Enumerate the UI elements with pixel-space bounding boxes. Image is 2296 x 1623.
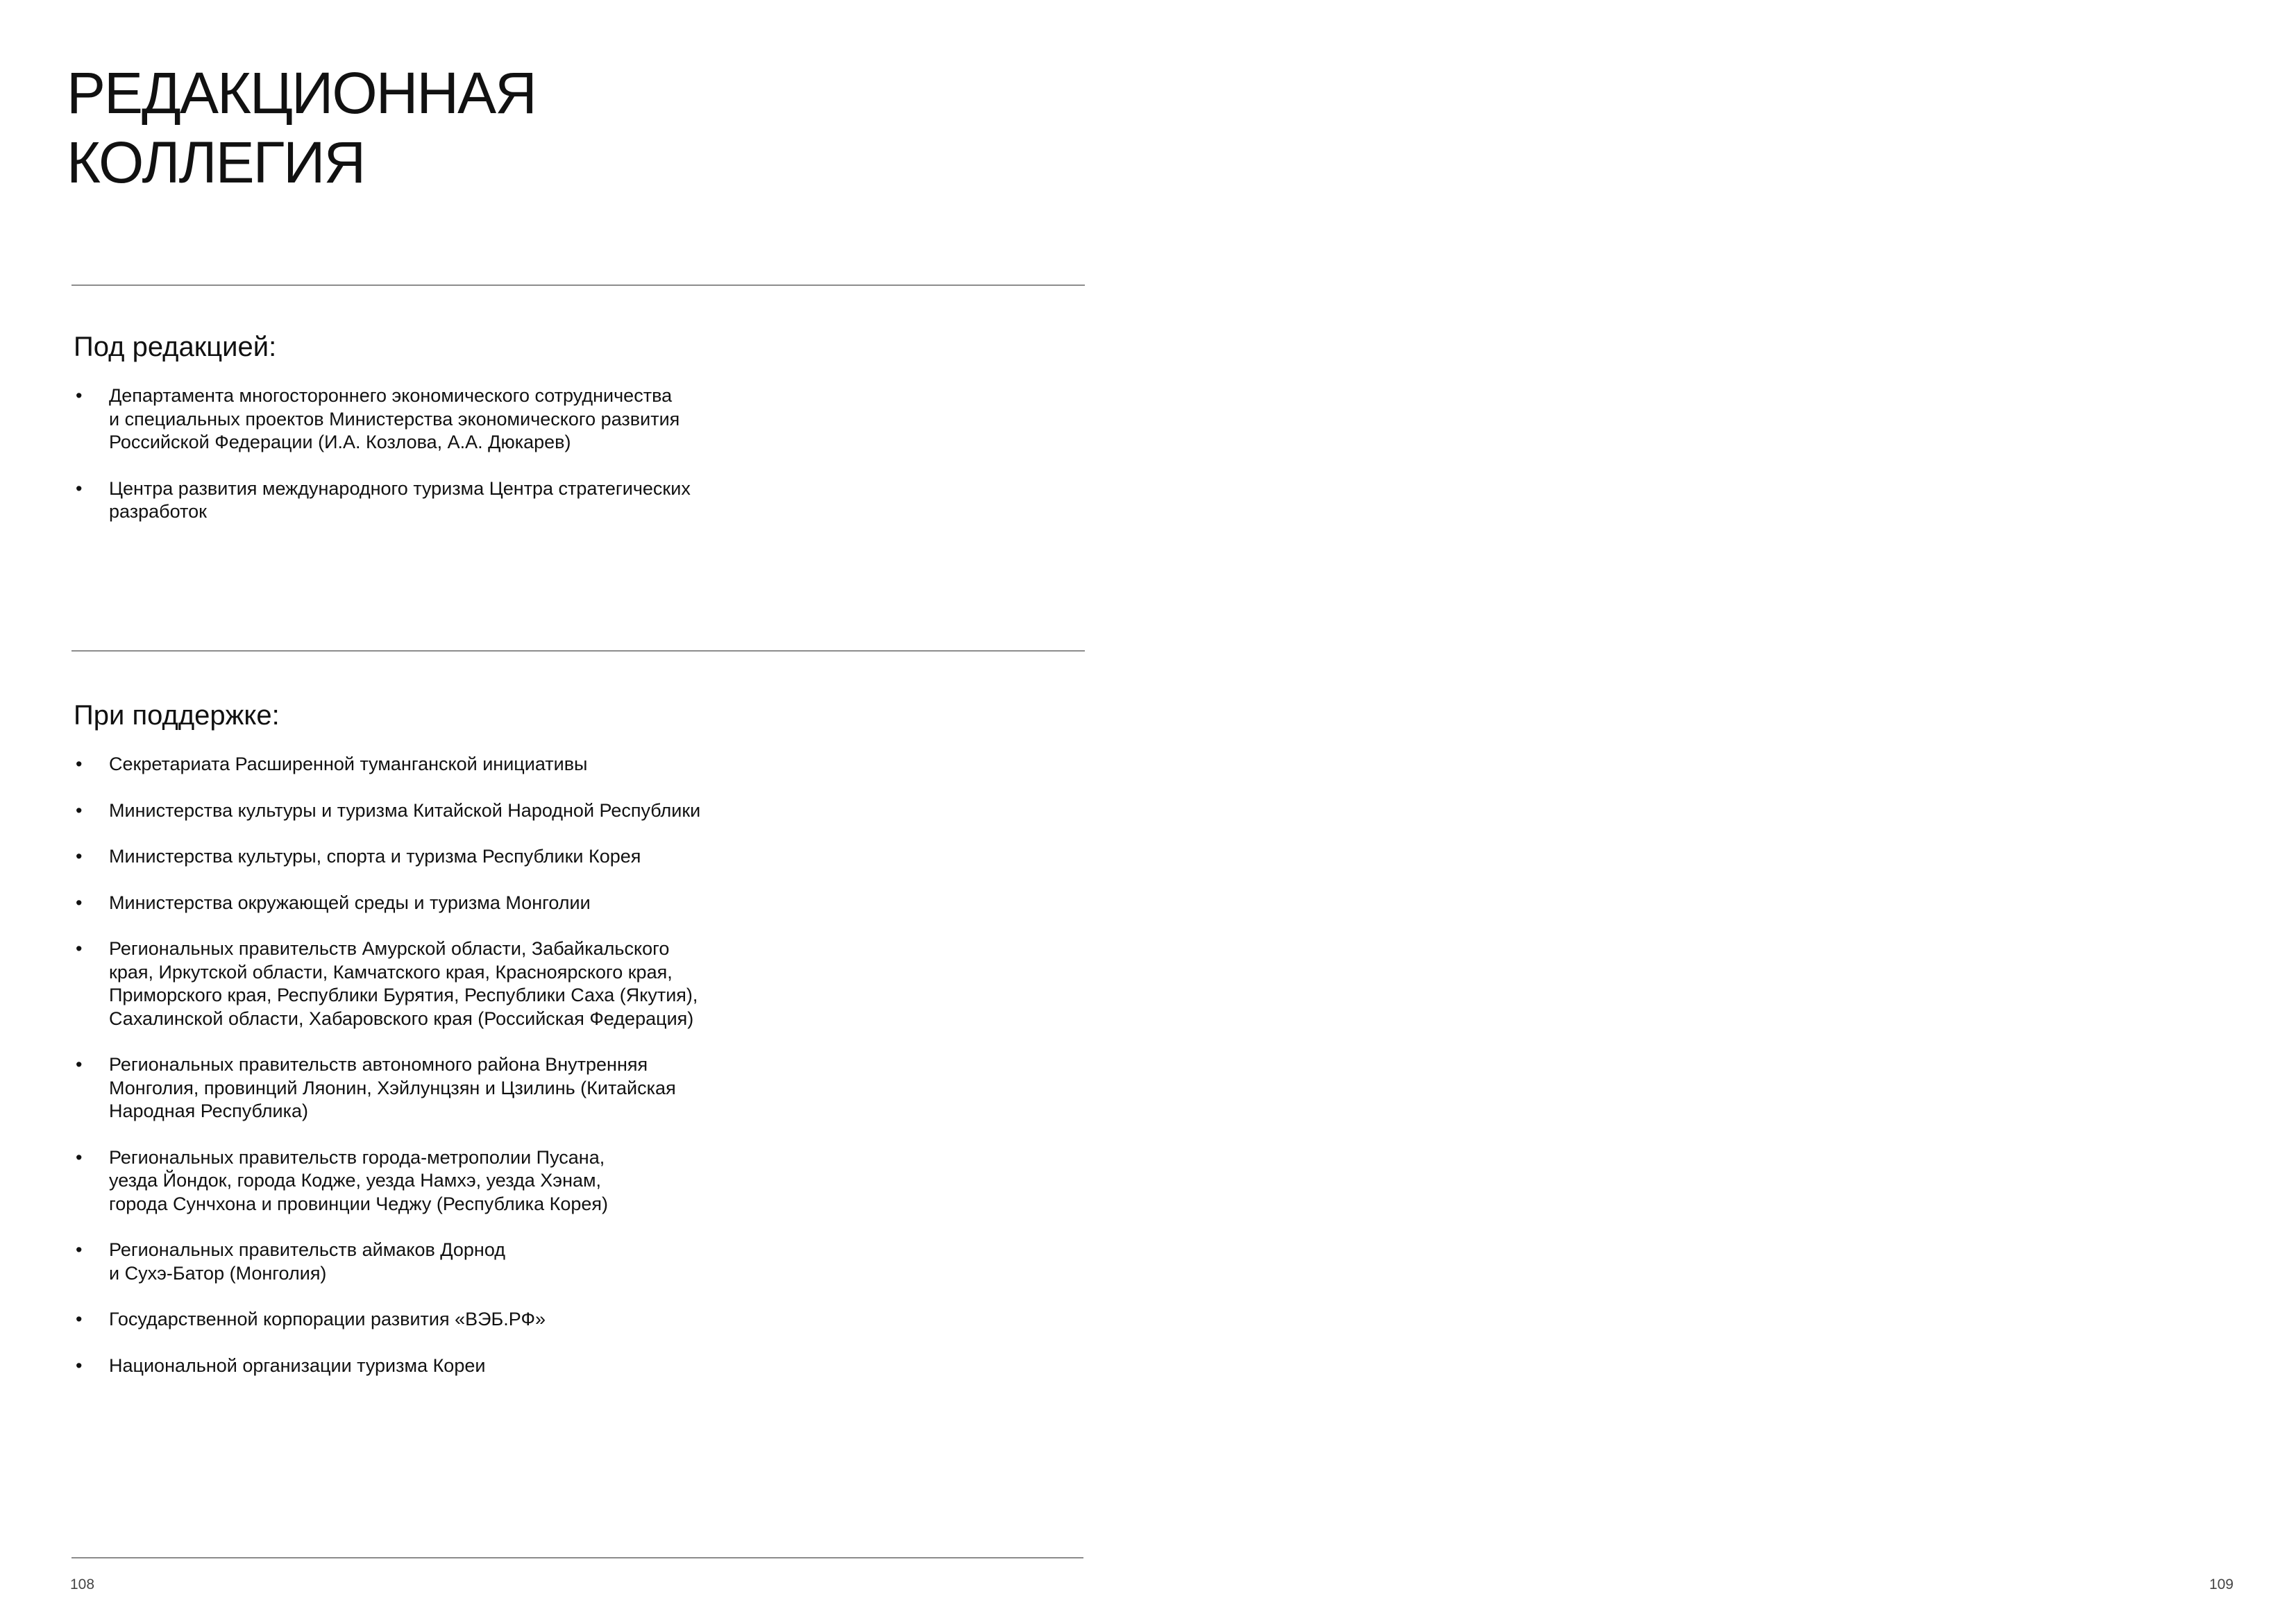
editors-heading: Под редакцией: [74, 332, 277, 362]
bullet-icon: • [76, 938, 83, 959]
bullet-icon: • [76, 892, 83, 913]
bullet-icon: • [76, 799, 83, 821]
bottom-divider [71, 1557, 1083, 1558]
list-item [74, 1146, 837, 1216]
list-item [74, 845, 837, 869]
list-item-text: Региональных правительств аймаков Дорнод и Сухэ-Батор (Монголия) [109, 1239, 506, 1284]
bullet-icon: • [76, 1146, 83, 1168]
bullet-icon: • [76, 846, 83, 867]
list-item [74, 753, 837, 776]
page-number-right: 109 [2209, 1577, 2234, 1592]
list-item-text: Национальной организации туризма Кореи [109, 1354, 486, 1376]
list-item-text: Региональных правительств автономного района Внутренняя Монголия, провинций Ляонин, Хэйлунцзян и Цзилинь (Китайская Народная Республика) [109, 1054, 676, 1121]
list-item-text: Государственной корпорации развития «ВЭБ.РФ» [109, 1309, 546, 1329]
middle-divider [71, 650, 1085, 652]
list-item-text: Министерства культуры, спорта и туризма Республики Корея [109, 846, 641, 867]
bullet-icon: • [76, 1354, 83, 1376]
list-item [74, 1053, 837, 1123]
bullet-icon: • [76, 1239, 83, 1260]
list-item-text: Департамента многостороннего экономического сотрудничества и специальных проектов Министерства экономического развития Российской Федерации (И.А. Козлова, А.А. Дюкарев) [109, 385, 680, 452]
editors-list [74, 384, 837, 547]
list-item [74, 1308, 837, 1332]
bullet-icon: • [76, 754, 83, 774]
list-item-text: Министерства культуры и туризма Китайской Народной Республики [109, 799, 701, 821]
list-item-text: Секретариата Расширенной туманганской инициативы [109, 754, 588, 774]
page-title-line-2: КОЛЛЕГИЯ [67, 130, 365, 195]
list-item [74, 1354, 837, 1378]
list-item-text: Центра развития международного туризма Центра стратегических разработок [109, 477, 691, 522]
page-title-line-1: РЕДАКЦИОННАЯ [67, 60, 536, 126]
bullet-icon: • [76, 477, 83, 499]
support-heading: При поддержке: [74, 700, 280, 731]
page-number-left: 108 [70, 1577, 95, 1592]
top-divider [71, 284, 1085, 286]
bullet-icon: • [76, 1054, 83, 1075]
list-item [74, 1239, 837, 1285]
list-item-text: Региональных правительств Амурской области, Забайкальского края, Иркутской области, Камчатского края, Красноярского края, Приморского края, Республики Бурятия, Республики Саха (Якутия), Сахалинской области, Хабаровского края (Российская Федерация) [109, 938, 698, 1029]
list-item-text: Региональных правительств города-метрополии Пусана, уезда Йондок, города Кодже, уезда Намхэ, уезда Хэнам, города Сунчхона и провинции Чеджу (Республика Корея) [109, 1146, 608, 1214]
list-item [74, 384, 837, 454]
page-title [67, 58, 536, 197]
support-list [74, 753, 837, 1400]
list-item [74, 799, 837, 823]
list-item [74, 892, 837, 915]
bullet-icon: • [76, 385, 83, 406]
bullet-icon: • [76, 1309, 83, 1329]
list-item [74, 477, 837, 524]
list-item [74, 937, 837, 1030]
list-item-text: Министерства окружающей среды и туризма Монголии [109, 892, 591, 913]
